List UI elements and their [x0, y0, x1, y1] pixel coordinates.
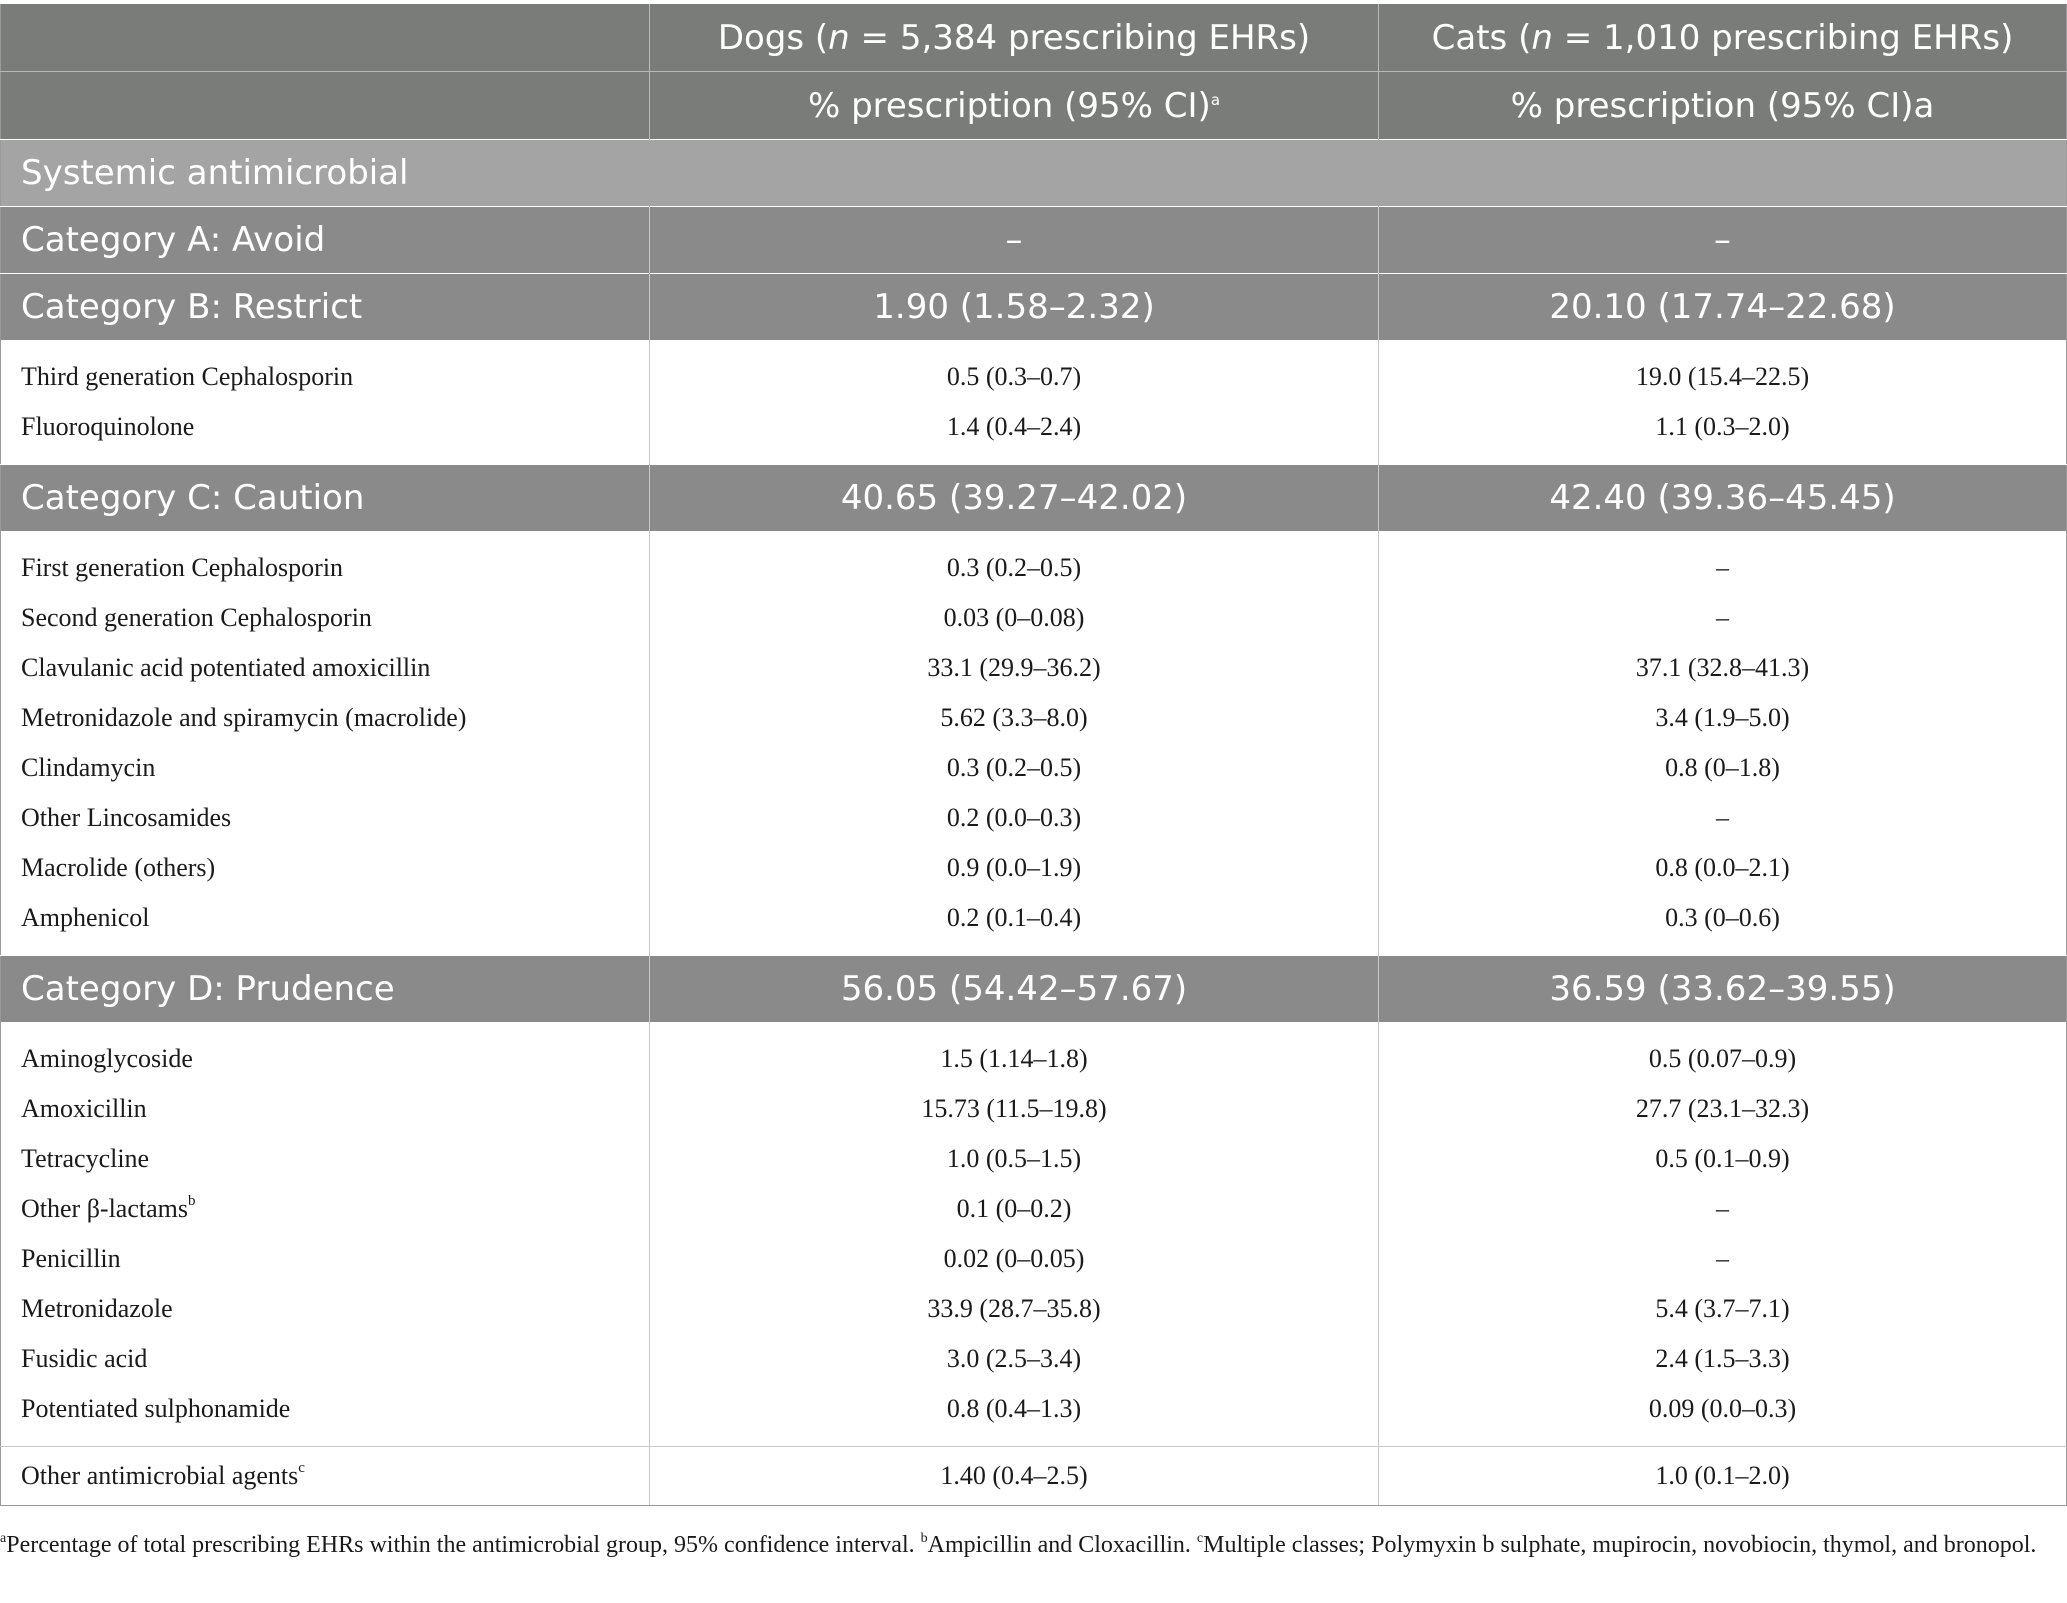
drug-name: Potentiated sulphonamide — [1, 1384, 650, 1447]
table-row — [1, 743, 2067, 793]
subheader-row — [1, 72, 2067, 140]
cats-value: 1.0 (0.1–2.0) — [1379, 1447, 2067, 1506]
drug-name: Aminoglycoside — [1, 1022, 650, 1084]
drug-name: Tetracycline — [1, 1134, 650, 1184]
subheader-empty-cell — [1, 72, 650, 140]
category-label: Category D: Prudence — [1, 956, 650, 1023]
category-dogs-value: 56.05 (54.42–57.67) — [650, 956, 1379, 1023]
category-label: Category C: Caution — [1, 465, 650, 532]
drug-name: Metronidazole and spiramycin (macrolide) — [1, 693, 650, 743]
dogs-value: 33.1 (29.9–36.2) — [650, 643, 1379, 693]
dogs-value: 15.73 (11.5–19.8) — [650, 1084, 1379, 1134]
cats-value: – — [1716, 603, 1729, 632]
drug-name: Other β-lactams$^b$ — [1, 1184, 650, 1234]
dogs-value: 1.4 (0.4–2.4) — [650, 402, 1379, 465]
cats-value: 2.4 (1.5–3.3) — [1655, 1344, 1790, 1373]
category-cats-value: 20.10 (17.74–22.68) — [1379, 274, 2067, 341]
table-row — [1, 531, 2067, 593]
table-footnote: $^a$Percentage of total prescribing EHRs within the antimicrobial group, 95% confidence interval. $^b$Ampicillin and Cloxacillin. $^c$Multiple classes; Polymyxin b sulphate, mupirocin, novobiocin, thymol, and bronopol. — [0, 1531, 2037, 1558]
table-row — [1, 340, 2067, 402]
dogs-value: 0.3 (0.2–0.5) — [650, 531, 1379, 593]
header-cats: Cats (n = 1,010 prescribing EHRs) — [1379, 4, 2067, 72]
dogs-value: 0.2 (0.1–0.4) — [650, 893, 1379, 956]
category-cats-value: 36.59 (33.62–39.55) — [1379, 956, 2067, 1023]
category-c-row — [1, 465, 2067, 532]
cats-value: – — [1716, 1194, 1729, 1223]
dogs-value: 0.5 (0.3–0.7) — [650, 340, 1379, 402]
cats-value: 1.1 (0.3–2.0) — [1655, 412, 1790, 441]
table-row — [1, 1334, 2067, 1384]
drug-name: First generation Cephalosporin — [1, 531, 650, 593]
header-empty-cell — [1, 4, 650, 72]
cats-value: 3.4 (1.9–5.0) — [1655, 703, 1790, 732]
cats-value: 0.5 (0.1–0.9) — [1655, 1144, 1790, 1173]
cats-value: – — [1716, 803, 1729, 832]
table-row — [1, 793, 2067, 843]
drug-name: Fusidic acid — [1, 1334, 650, 1384]
dogs-value: 0.3 (0.2–0.5) — [650, 743, 1379, 793]
table-row — [1, 1234, 2067, 1284]
table-row — [1, 1184, 2067, 1234]
category-dogs-value: – — [650, 207, 1379, 274]
table-row — [1, 693, 2067, 743]
drug-name: Fluoroquinolone — [1, 402, 650, 465]
drug-name: Penicillin — [1, 1234, 650, 1284]
dogs-value: 1.0 (0.5–1.5) — [650, 1134, 1379, 1184]
drug-name: Third generation Cephalosporin — [1, 340, 650, 402]
category-d-row — [1, 956, 2067, 1023]
dogs-value: 1.40 (0.4–2.5) — [650, 1447, 1379, 1506]
category-cats-value: 42.40 (39.36–45.45) — [1379, 465, 2067, 532]
dogs-value: 0.8 (0.4–1.3) — [650, 1384, 1379, 1447]
cats-value: – — [1716, 1244, 1729, 1273]
category-dogs-value: 1.90 (1.58–2.32) — [650, 274, 1379, 341]
drug-name: Other antimicrobial agents$^c$ — [1, 1447, 650, 1506]
cats-value: – — [1716, 553, 1729, 582]
cats-value: 27.7 (23.1–32.3) — [1635, 1094, 1810, 1123]
cats-value: 0.3 (0–0.6) — [1665, 903, 1780, 932]
category-a-row — [1, 207, 2067, 274]
cats-value: 19.0 (15.4–22.5) — [1635, 362, 1810, 391]
subheader-dogs: % prescription (95% CI)$^a$ — [650, 72, 1379, 140]
table-row — [1, 1084, 2067, 1134]
dogs-value: 0.03 (0–0.08) — [650, 593, 1379, 643]
header-row — [1, 4, 2067, 72]
cats-value: 5.4 (3.7–7.1) — [1655, 1294, 1790, 1323]
section-title: Systemic antimicrobial — [1, 140, 2067, 207]
drug-name: Amphenicol — [1, 893, 650, 956]
table-row — [1, 843, 2067, 893]
footnote-marker: b — [188, 1193, 196, 1209]
drug-name: Metronidazole — [1, 1284, 650, 1334]
dogs-value: 0.02 (0–0.05) — [650, 1234, 1379, 1284]
cats-value: 0.5 (0.07–0.9) — [1648, 1044, 1797, 1073]
antimicrobial-table — [0, 4, 2067, 1506]
table-row — [1, 1022, 2067, 1084]
category-dogs-value: 40.65 (39.27–42.02) — [650, 465, 1379, 532]
table-row — [1, 593, 2067, 643]
cats-value: 0.8 (0.0–2.1) — [1655, 853, 1790, 882]
table-row — [1, 402, 2067, 465]
dogs-value: 0.2 (0.0–0.3) — [650, 793, 1379, 843]
cats-value: 0.09 (0.0–0.3) — [1648, 1394, 1797, 1423]
drug-name: Other Lincosamides — [1, 793, 650, 843]
drug-name: Amoxicillin — [1, 1084, 650, 1134]
drug-name: Clindamycin — [1, 743, 650, 793]
other-agents-row — [1, 1447, 2067, 1506]
table-row — [1, 643, 2067, 693]
cats-value: 0.8 (0–1.8) — [1665, 753, 1780, 782]
header-dogs: Dogs (n = 5,384 prescribing EHRs) — [650, 4, 1379, 72]
drug-name: Clavulanic acid potentiated amoxicillin — [1, 643, 650, 693]
category-b-row — [1, 274, 2067, 341]
dogs-value: 1.5 (1.14–1.8) — [650, 1022, 1379, 1084]
dogs-value: 0.1 (0–0.2) — [650, 1184, 1379, 1234]
category-label: Category B: Restrict — [1, 274, 650, 341]
category-label: Category A: Avoid — [1, 207, 650, 274]
dogs-value: 3.0 (2.5–3.4) — [650, 1334, 1379, 1384]
table-row — [1, 893, 2067, 956]
subheader-cats: % prescription (95% CI)a — [1379, 72, 2067, 140]
drug-name: Macrolide (others) — [1, 843, 650, 893]
table-row — [1, 1384, 2067, 1447]
cats-value: 37.1 (32.8–41.3) — [1635, 653, 1810, 682]
section-row — [1, 140, 2067, 207]
drug-name: Second generation Cephalosporin — [1, 593, 650, 643]
footnote-marker: c — [298, 1460, 305, 1476]
dogs-value: 0.9 (0.0–1.9) — [650, 843, 1379, 893]
table-row — [1, 1284, 2067, 1334]
dogs-value: 5.62 (3.3–8.0) — [650, 693, 1379, 743]
dogs-value: 33.9 (28.7–35.8) — [650, 1284, 1379, 1334]
category-cats-value: – — [1379, 207, 2067, 274]
table-row — [1, 1134, 2067, 1184]
